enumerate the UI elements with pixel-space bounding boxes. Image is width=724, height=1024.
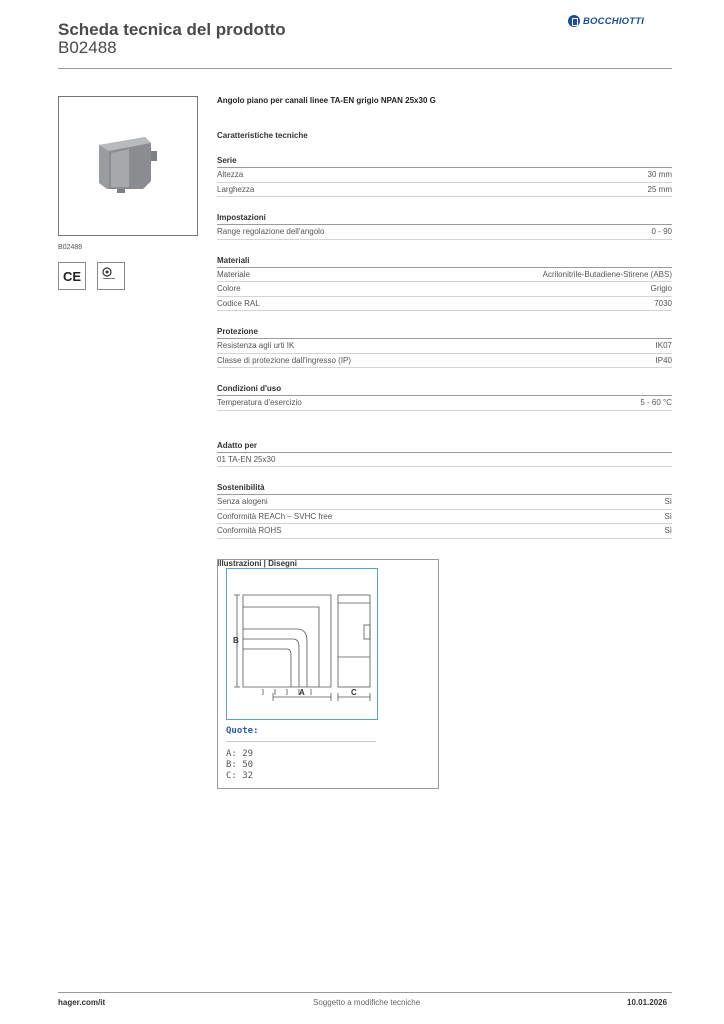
group-title: Materiali — [217, 256, 672, 268]
dimension-drawing — [227, 569, 377, 719]
spec-value: IP40 — [655, 355, 672, 365]
quotes-title: Quote: — [226, 726, 259, 736]
page-title: Scheda tecnica del prodotto — [58, 20, 286, 39]
product-description: Angolo piano per canali linee TA-EN grigio NPAN 25x30 G — [217, 96, 436, 105]
footer-note: Soggetto a modifiche tecniche — [313, 998, 421, 1007]
spec-row — [217, 297, 672, 312]
spec-group-condizioni — [217, 384, 672, 411]
spec-value: IK07 — [655, 341, 672, 350]
group-title: Condizioni d'uso — [217, 384, 672, 396]
spec-group-sostenibilita — [217, 483, 672, 539]
illustrations-title: Illustrazioni | Disegni — [217, 558, 298, 568]
product-code: B02488 — [58, 38, 117, 57]
group-title: Protezione — [217, 327, 672, 339]
spec-value: 0 - 90 — [651, 227, 672, 236]
spec-value: 5 - 60 °C — [640, 398, 672, 407]
brand-name: BOCCHIOTTI — [583, 15, 645, 27]
corner-piece-icon — [59, 97, 197, 235]
quote-b: B: 50 — [226, 760, 254, 770]
spec-value: Sì — [664, 511, 672, 521]
certification-mark-icon — [98, 263, 124, 289]
spec-value: Acrilonitrile-Butadiene-Stirene (ABS) — [542, 269, 672, 279]
spec-row — [217, 225, 672, 240]
spec-group-serie — [217, 156, 672, 197]
spec-row — [217, 268, 672, 283]
spec-row — [217, 339, 672, 354]
spec-label: Temperatura d'esercizio — [217, 398, 302, 407]
spec-label: Classe di protezione dall'ingresso (IP) — [217, 355, 352, 365]
spec-label: Codice RAL — [217, 298, 260, 308]
quote-a: A: 29 — [226, 749, 254, 759]
product-image — [58, 96, 198, 236]
dim-label-c: C — [351, 688, 357, 697]
spec-row — [217, 168, 672, 183]
group-title: Serie — [217, 156, 672, 168]
quote-c: C: 32 — [226, 771, 254, 781]
footer-link[interactable]: hager.com/it — [58, 998, 106, 1007]
spec-value: 30 mm — [647, 170, 672, 179]
illustration-panel — [217, 559, 439, 789]
group-title: Impostazioni — [217, 213, 672, 225]
spec-label: Senza alogeni — [217, 497, 268, 506]
brand-logo — [568, 15, 644, 27]
image-code: B02488 — [58, 244, 83, 251]
spec-row — [217, 495, 672, 510]
quotes-divider — [226, 741, 376, 742]
spec-label: 01 TA-EN 25x30 — [217, 454, 276, 464]
spec-label: Resistenza agli urti IK — [217, 341, 295, 350]
spec-group-protezione — [217, 327, 672, 368]
group-title: Adatto per — [217, 441, 672, 453]
footer-date: 10.01.2026 — [627, 998, 668, 1007]
spec-row — [217, 183, 672, 198]
spec-row — [217, 354, 672, 369]
spec-row — [217, 453, 672, 468]
spec-row — [217, 282, 672, 297]
spec-label: Conformità REACh – SVHC free — [217, 511, 333, 521]
dim-label-a: A — [299, 688, 305, 697]
spec-value: 25 mm — [647, 184, 672, 194]
spec-label: Altezza — [217, 170, 244, 179]
ce-mark: CE — [58, 262, 86, 290]
spec-label: Range regolazione dell'angolo — [217, 227, 325, 236]
header-divider — [58, 68, 672, 69]
tech-sheet — [217, 96, 672, 568]
spec-row — [217, 524, 672, 539]
group-title: Sostenibilità — [217, 483, 672, 495]
spec-value: Sì — [664, 526, 672, 535]
brand-logo-icon — [568, 15, 580, 27]
spec-row — [217, 396, 672, 411]
spec-label: Conformità ROHS — [217, 526, 282, 535]
spec-group-impostazioni — [217, 213, 672, 240]
spec-group-adatto — [217, 441, 672, 468]
spec-group-materiali — [217, 256, 672, 312]
footer-divider — [58, 992, 672, 993]
spec-value: 7030 — [654, 298, 672, 308]
certification-mark — [97, 262, 125, 290]
technical-drawing — [226, 568, 378, 720]
spec-row — [217, 510, 672, 525]
dim-label-b: B — [233, 636, 239, 645]
spec-value: Grigio — [650, 284, 672, 293]
spec-label: Materiale — [217, 269, 250, 279]
tech-section-title: Caratteristiche tecniche — [217, 131, 308, 140]
spec-label: Colore — [217, 284, 241, 293]
spec-label: Larghezza — [217, 184, 255, 194]
spec-value: Sì — [664, 497, 672, 506]
